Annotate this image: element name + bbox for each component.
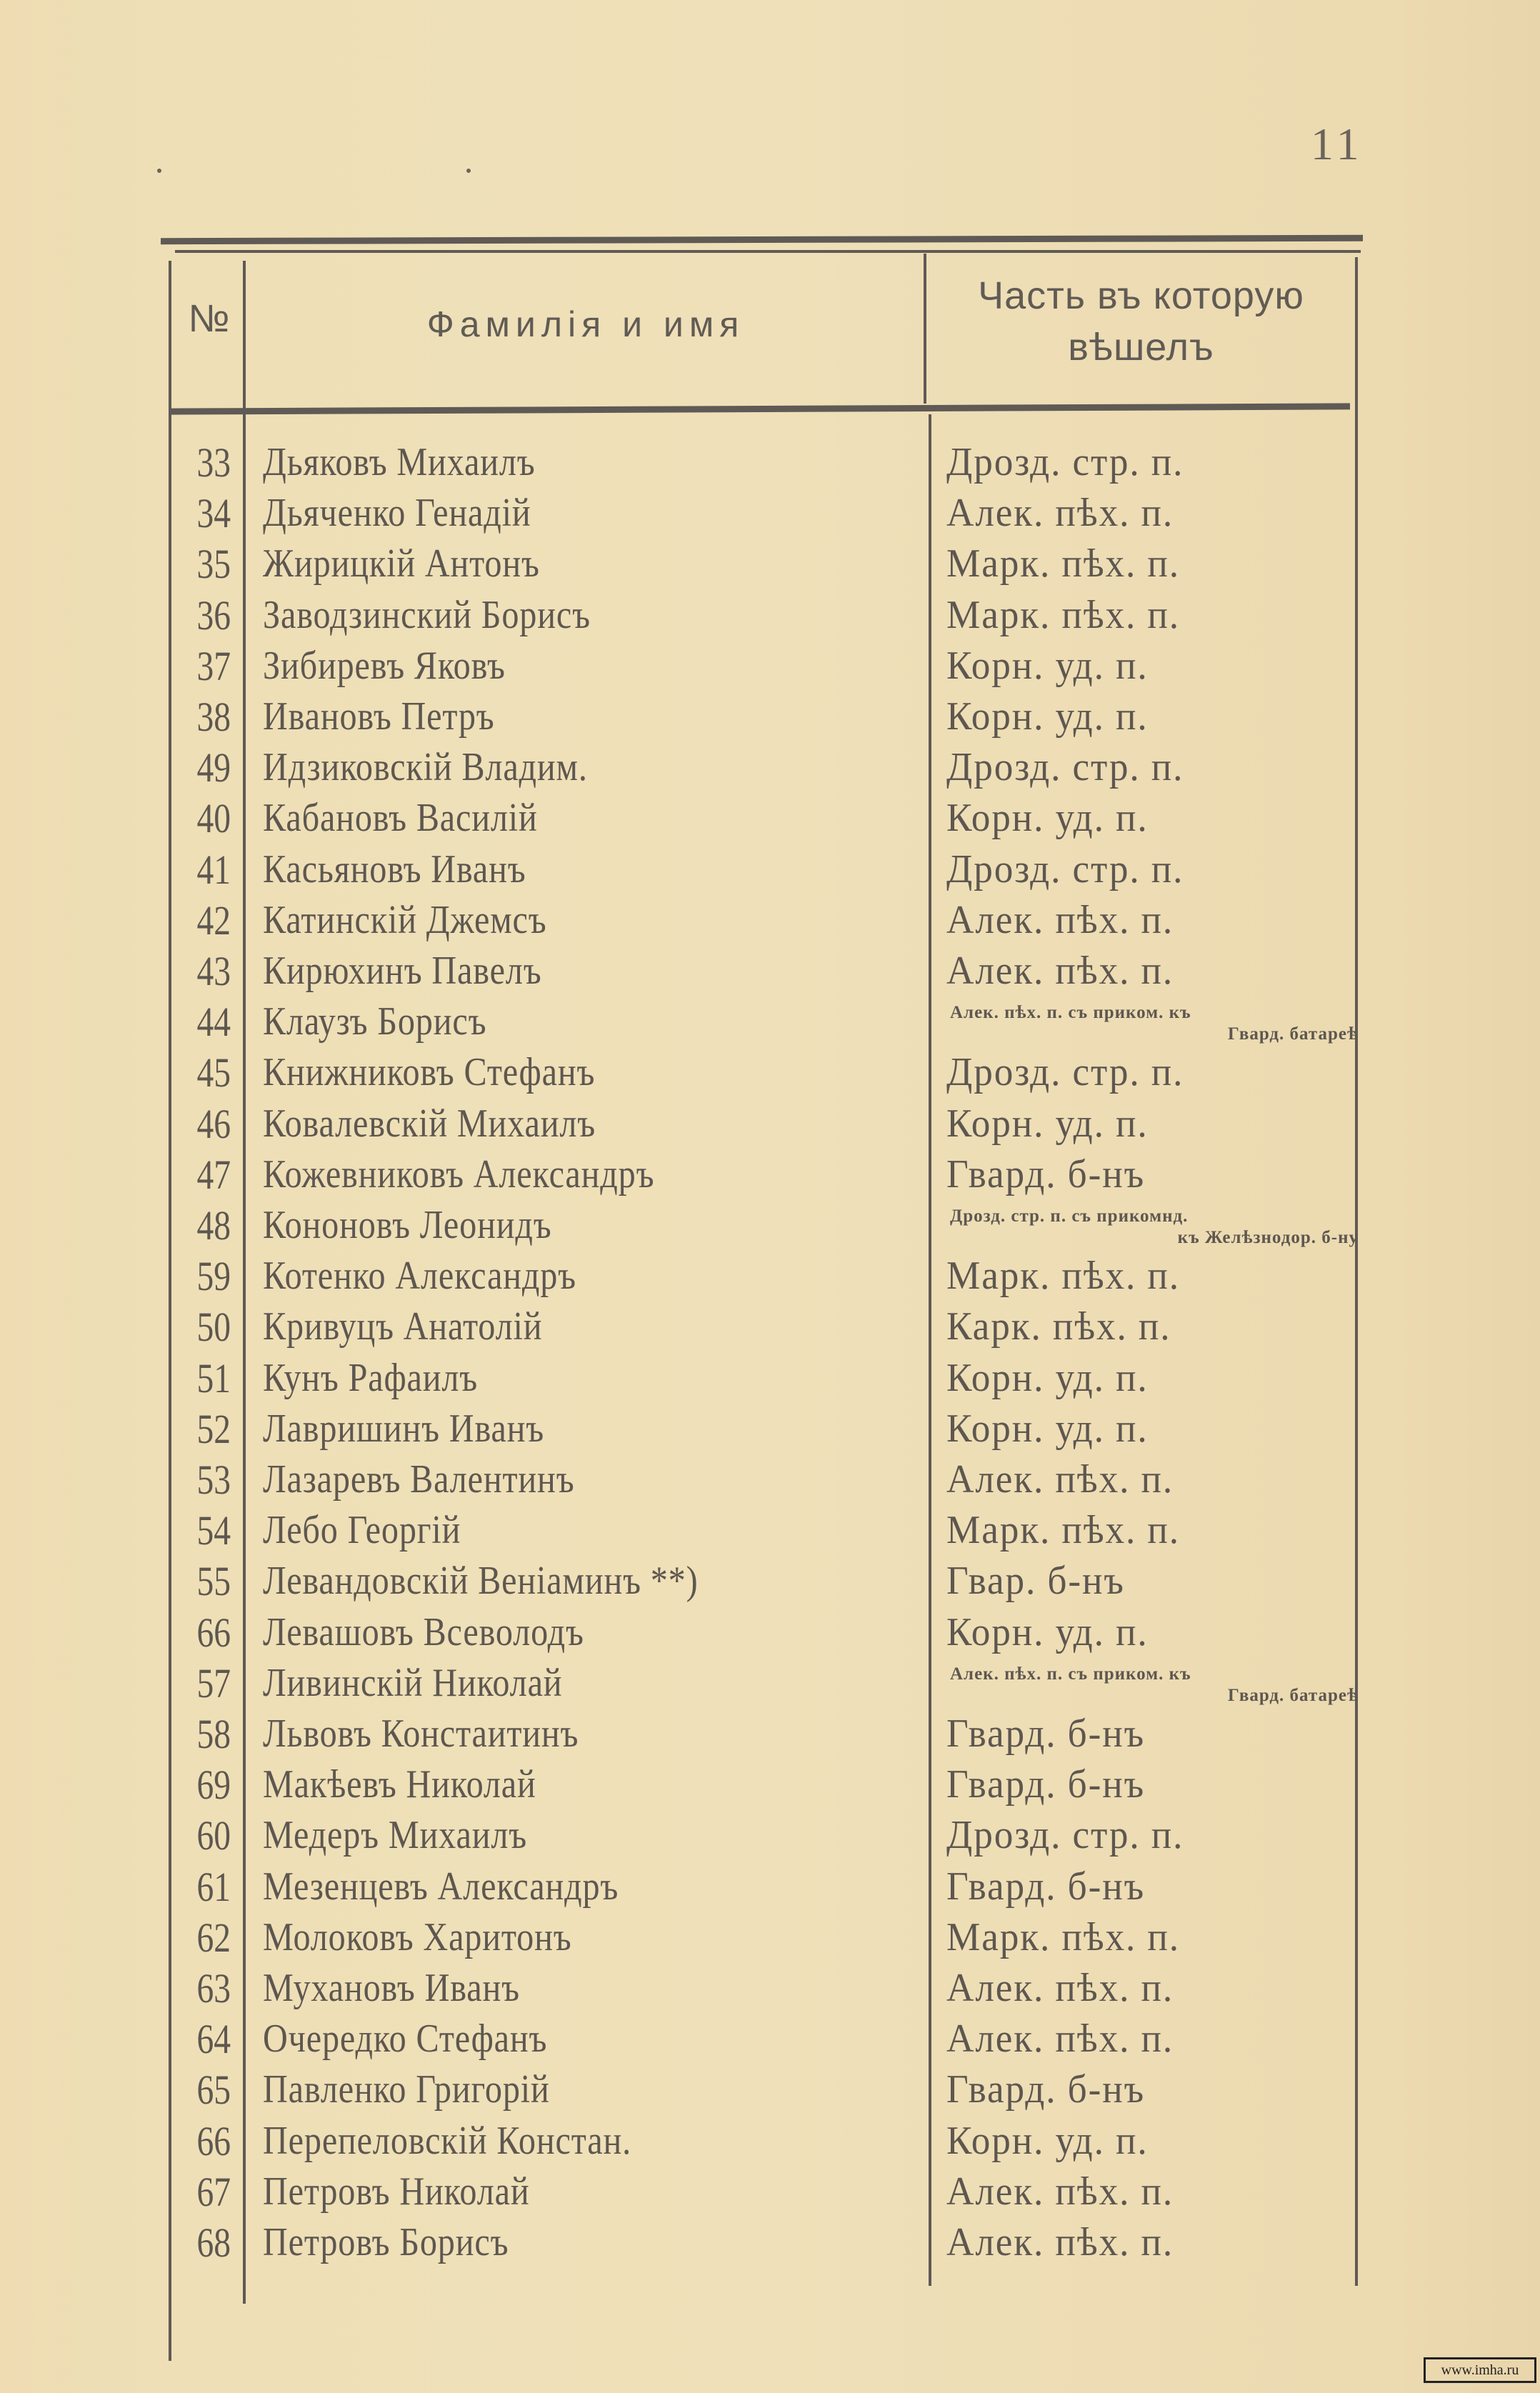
row-name: Лавришинъ Иванъ <box>263 1406 545 1451</box>
row-name: Молоковъ Харитонъ <box>263 1914 572 1959</box>
row-number: 47 <box>196 1151 231 1198</box>
table-row <box>0 1149 1540 1200</box>
row-unit: Дрозд. стр. п. <box>946 745 1184 790</box>
row-name: Кабановъ Василій <box>263 796 538 841</box>
table-row <box>0 1047 1540 1098</box>
row-number: 38 <box>196 694 231 740</box>
table-row <box>0 437 1540 488</box>
row-number: 55 <box>196 1558 231 1605</box>
row-number: 51 <box>196 1354 231 1402</box>
table-row <box>0 742 1540 793</box>
row-number: 69 <box>196 1762 231 1809</box>
row-name: Книжниковъ Стефанъ <box>263 1050 596 1095</box>
row-number: 44 <box>196 999 231 1046</box>
row-unit: Гвард. б-нъ <box>946 1151 1145 1196</box>
table-row <box>0 1912 1540 1963</box>
table-row <box>0 488 1540 539</box>
row-name: Перепеловскій Констан. <box>263 2118 631 2163</box>
row-number: 45 <box>196 1049 231 1096</box>
row-name: Петровъ Николай <box>263 2169 530 2214</box>
row-name: Клаузъ Борисъ <box>263 999 487 1044</box>
row-unit-note-line2: Гвард. батареѣ <box>1227 1024 1359 1044</box>
table-row <box>0 1658 1540 1709</box>
row-name: Касьяновъ Иванъ <box>263 846 526 891</box>
row-unit: Алек. пѣх. п. <box>946 491 1174 536</box>
table-row <box>0 996 1540 1047</box>
top-thin-rule <box>175 250 1361 253</box>
row-number: 49 <box>196 744 231 791</box>
row-number: 35 <box>196 541 231 588</box>
row-number: 46 <box>196 1100 231 1147</box>
header-bottom-rule <box>171 403 1350 414</box>
row-name: Макѣевъ Николай <box>263 1762 536 1807</box>
row-unit: Марк. пѣх. п. <box>946 1508 1180 1553</box>
row-number: 41 <box>196 846 231 893</box>
row-unit: Дрозд. стр. п. <box>946 440 1184 484</box>
row-number: 43 <box>196 948 231 994</box>
row-unit-note <box>950 1664 1359 1707</box>
row-unit: Марк. пѣх. п. <box>946 1914 1180 1959</box>
row-unit: Корн. уд. п. <box>946 643 1149 688</box>
table-row <box>0 1963 1540 2014</box>
header-unit-line2: вѣшелъ <box>1068 326 1214 369</box>
row-unit: Алек. пѣх. п. <box>946 949 1174 993</box>
table-row <box>0 1556 1540 1607</box>
row-name: Заводзинский Борисъ <box>263 592 591 637</box>
row-name: Идзиковскій Владим. <box>263 745 588 790</box>
row-name: Жирицкій Антонъ <box>263 541 540 586</box>
table-row <box>0 691 1540 742</box>
row-name: Ковалевскій Михаилъ <box>263 1101 596 1146</box>
row-name: Лебо Георгій <box>263 1508 461 1553</box>
row-unit: Марк. пѣх. п. <box>946 541 1180 586</box>
row-unit: Алек. пѣх. п. <box>946 897 1174 942</box>
table-row <box>0 844 1540 895</box>
row-name: Мезенцевъ Александръ <box>263 1864 619 1909</box>
table-row <box>0 1709 1540 1759</box>
table-row <box>0 2217 1540 2268</box>
row-number: 36 <box>196 591 231 639</box>
table-row <box>0 1454 1540 1505</box>
table-row <box>0 1353 1540 1404</box>
row-name: Левандовскій Веніаминъ **) <box>263 1559 699 1604</box>
row-unit: Алек. пѣх. п. <box>946 2017 1174 2062</box>
row-unit-note-line1: Алек. пѣх. п. съ приком. къ <box>950 1664 1191 1684</box>
row-name: Дьяченко Генадій <box>263 491 531 536</box>
row-name: Лазаревъ Валентинъ <box>263 1457 575 1502</box>
table-row <box>0 539 1540 589</box>
row-unit: Корн. уд. п. <box>946 2118 1149 2163</box>
row-name: Ливинскій Николай <box>263 1660 563 1705</box>
row-number: 60 <box>196 1812 231 1859</box>
row-number: 63 <box>196 1965 231 2012</box>
table-row <box>0 2167 1540 2217</box>
row-name: Львовъ Констаитинъ <box>263 1712 579 1756</box>
table-row <box>0 641 1540 691</box>
header-unit-line1: Часть въ которую <box>978 274 1304 317</box>
row-number: 33 <box>196 439 231 486</box>
row-number: 66 <box>196 2117 231 2164</box>
row-unit: Корн. уд. п. <box>946 1355 1149 1400</box>
table-row <box>0 2014 1540 2064</box>
row-unit: Дрозд. стр. п. <box>946 846 1184 891</box>
row-unit: Корн. уд. п. <box>946 1609 1149 1654</box>
header-number: № <box>188 297 230 340</box>
row-unit-note-line2: къ Желѣзнодор. б-ну <box>1177 1228 1359 1247</box>
table-row <box>0 946 1540 996</box>
row-name: Кривуцъ Анатолій <box>263 1304 543 1349</box>
print-speck <box>466 169 471 173</box>
page-number: 11 <box>1311 119 1364 169</box>
row-unit-note-line1: Алек. пѣх. п. съ приком. къ <box>950 1003 1191 1023</box>
table-row <box>0 1404 1540 1454</box>
row-unit: Корн. уд. п. <box>946 1406 1149 1451</box>
row-number: 62 <box>196 1914 231 1961</box>
row-number: 57 <box>196 1659 231 1707</box>
header-unit <box>929 270 1354 373</box>
row-number: 66 <box>196 1609 231 1656</box>
row-name: Очередко Стефанъ <box>263 2017 548 2062</box>
table-row <box>0 1607 1540 1658</box>
row-name: Кожевниковъ Александръ <box>263 1151 655 1196</box>
row-name: Кононовъ Леонидъ <box>263 1203 552 1247</box>
row-name: Левашовъ Всеволодъ <box>263 1609 584 1654</box>
row-unit: Дрозд. стр. п. <box>946 1813 1184 1858</box>
row-number: 42 <box>196 896 231 944</box>
table-row <box>0 793 1540 844</box>
row-unit: Корн. уд. п. <box>946 1101 1149 1146</box>
row-number: 52 <box>196 1405 231 1452</box>
row-number: 64 <box>196 2016 231 2063</box>
row-number: 40 <box>196 795 231 842</box>
row-unit-note-line1: Дрозд. стр. п. съ прикомнд. <box>950 1207 1189 1226</box>
top-thick-rule <box>161 235 1363 244</box>
print-speck <box>157 169 161 173</box>
row-number: 37 <box>196 642 231 689</box>
table-row <box>0 895 1540 946</box>
table-row <box>0 1251 1540 1302</box>
table-row <box>0 1862 1540 1912</box>
table-row <box>0 1302 1540 1352</box>
row-unit: Гвард. б-нъ <box>946 1864 1145 1909</box>
row-unit: Марк. пѣх. п. <box>946 1254 1180 1299</box>
table-row <box>0 1759 1540 1810</box>
row-unit: Алек. пѣх. п. <box>946 2220 1174 2264</box>
table-row <box>0 1810 1540 1861</box>
row-number: 65 <box>196 2067 231 2114</box>
watermark: www.imha.ru <box>1424 2357 1536 2383</box>
row-name: Катинскій Джемсъ <box>263 897 547 942</box>
table-row <box>0 2116 1540 2167</box>
row-unit: Алек. пѣх. п. <box>946 1966 1174 2010</box>
row-unit: Алек. пѣх. п. <box>946 1457 1174 1502</box>
row-unit: Гвард. б-нъ <box>946 2067 1145 2112</box>
row-unit: Гвард. б-нъ <box>946 1712 1145 1756</box>
row-name: Зибиревъ Яковъ <box>263 643 506 688</box>
row-unit: Карк. пѣх. п. <box>946 1304 1171 1349</box>
row-unit: Корн. уд. п. <box>946 796 1149 841</box>
row-number: 50 <box>196 1304 231 1351</box>
row-unit: Дрозд. стр. п. <box>946 1050 1184 1095</box>
row-number: 59 <box>196 1253 231 1300</box>
row-unit: Алек. пѣх. п. <box>946 2169 1174 2214</box>
row-unit-note-line2: Гвард. батареѣ <box>1227 1685 1359 1705</box>
row-number: 34 <box>196 490 231 537</box>
row-name: Котенко Александръ <box>263 1254 576 1299</box>
row-number: 61 <box>196 1863 231 1910</box>
row-unit: Гвар. б-нъ <box>946 1559 1125 1604</box>
row-name: Павленко Григорій <box>263 2067 550 2112</box>
row-name: Медеръ Михаилъ <box>263 1813 528 1858</box>
row-name: Мухановъ Иванъ <box>263 1966 520 2010</box>
header-unit-divider <box>924 254 926 404</box>
row-unit: Гвард. б-нъ <box>946 1762 1145 1807</box>
table-row <box>0 590 1540 641</box>
row-name: Ивановъ Петръ <box>263 694 495 739</box>
row-number: 67 <box>196 2168 231 2215</box>
table-row <box>0 1099 1540 1149</box>
row-name: Кунъ Рафаилъ <box>263 1355 479 1400</box>
header-name: Фамилія и имя <box>426 304 745 344</box>
row-number: 68 <box>196 2219 231 2266</box>
row-unit-note <box>950 1002 1359 1045</box>
row-number: 58 <box>196 1711 231 1757</box>
row-unit-note <box>950 1206 1359 1249</box>
row-number: 54 <box>196 1507 231 1554</box>
row-number: 53 <box>196 1457 231 1503</box>
table-row <box>0 2064 1540 2115</box>
table-row <box>0 1200 1540 1251</box>
row-name: Кирюхинъ Павелъ <box>263 949 542 993</box>
row-unit: Марк. пѣх. п. <box>946 592 1180 637</box>
table-row <box>0 1505 1540 1556</box>
row-name: Петровъ Борисъ <box>263 2220 509 2264</box>
row-number: 48 <box>196 1202 231 1249</box>
row-name: Дьяковъ Михаилъ <box>263 440 536 484</box>
row-unit: Корн. уд. п. <box>946 694 1149 739</box>
